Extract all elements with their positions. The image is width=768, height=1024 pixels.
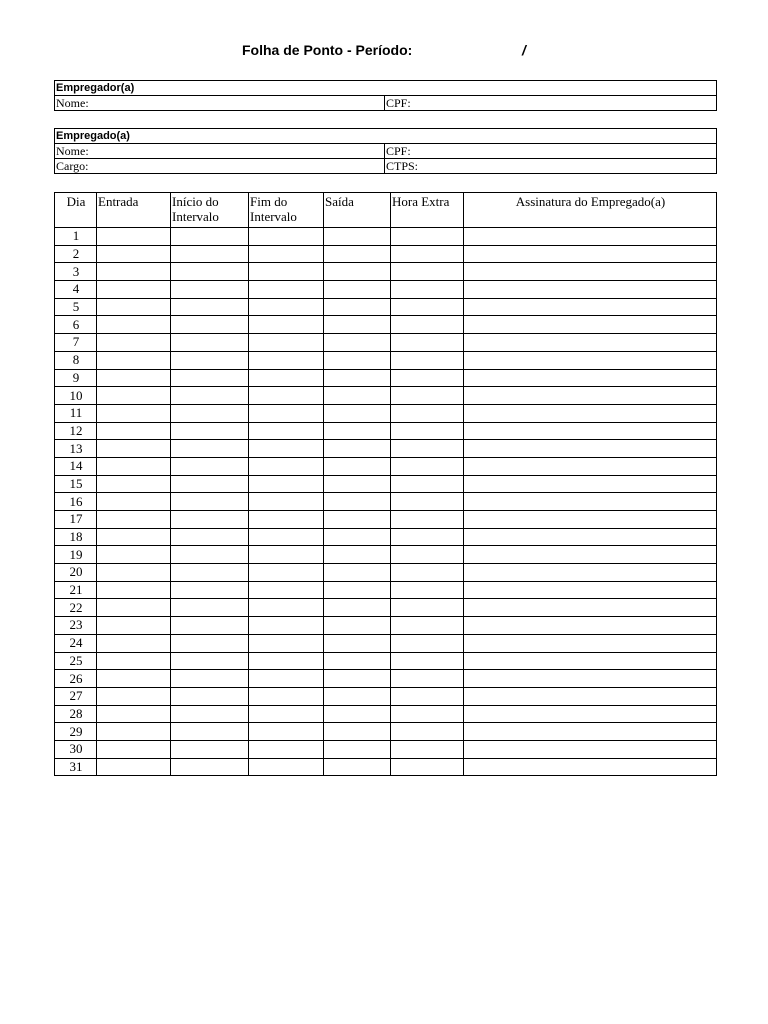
exit-cell[interactable] — [324, 528, 391, 546]
overtime-cell[interactable] — [391, 369, 464, 387]
overtime-cell[interactable] — [391, 316, 464, 334]
timesheet-table — [54, 192, 717, 776]
signature-cell[interactable] — [464, 351, 717, 369]
entry-cell[interactable] — [97, 652, 171, 670]
overtime-cell[interactable] — [391, 511, 464, 529]
break-start-cell[interactable] — [171, 263, 249, 281]
day-number: 18 — [55, 528, 97, 546]
overtime-cell[interactable] — [391, 652, 464, 670]
overtime-cell[interactable] — [391, 387, 464, 405]
day-number: 30 — [55, 740, 97, 758]
break-end-cell[interactable] — [249, 687, 324, 705]
break-start-cell[interactable] — [171, 440, 249, 458]
signature-cell[interactable] — [464, 245, 717, 263]
break-start-cell[interactable] — [171, 740, 249, 758]
entry-cell[interactable] — [97, 564, 171, 582]
table-row — [55, 404, 717, 422]
signature-cell[interactable] — [464, 652, 717, 670]
day-number: 15 — [55, 475, 97, 493]
signature-cell[interactable] — [464, 440, 717, 458]
break-start-cell[interactable] — [171, 245, 249, 263]
exit-cell[interactable] — [324, 705, 391, 723]
column-header-exit: Saída — [324, 193, 391, 228]
page-header — [0, 42, 768, 62]
exit-cell[interactable] — [324, 404, 391, 422]
day-number: 4 — [55, 281, 97, 299]
exit-cell[interactable] — [324, 475, 391, 493]
signature-cell[interactable] — [464, 670, 717, 688]
table-row — [55, 599, 717, 617]
break-end-cell[interactable] — [249, 599, 324, 617]
exit-cell[interactable] — [324, 387, 391, 405]
entry-cell[interactable] — [97, 758, 171, 776]
table-row — [55, 723, 717, 741]
exit-cell[interactable] — [324, 369, 391, 387]
entry-cell[interactable] — [97, 599, 171, 617]
break-start-cell[interactable] — [171, 687, 249, 705]
signature-cell[interactable] — [464, 705, 717, 723]
break-end-cell[interactable] — [249, 316, 324, 334]
entry-cell[interactable] — [97, 687, 171, 705]
signature-cell[interactable] — [464, 617, 717, 635]
day-number: 8 — [55, 351, 97, 369]
entry-cell[interactable] — [97, 705, 171, 723]
break-start-cell[interactable] — [171, 493, 249, 511]
day-number: 9 — [55, 369, 97, 387]
break-end-cell[interactable] — [249, 634, 324, 652]
day-number: 7 — [55, 334, 97, 352]
day-number: 12 — [55, 422, 97, 440]
break-end-cell[interactable] — [249, 245, 324, 263]
table-row — [55, 387, 717, 405]
break-start-cell[interactable] — [171, 723, 249, 741]
table-row — [55, 334, 717, 352]
break-start-cell[interactable] — [171, 564, 249, 582]
break-end-cell[interactable] — [249, 705, 324, 723]
table-row — [55, 705, 717, 723]
signature-cell[interactable] — [464, 740, 717, 758]
entry-cell[interactable] — [97, 228, 171, 246]
entry-cell[interactable] — [97, 422, 171, 440]
break-end-cell[interactable] — [249, 298, 324, 316]
break-end-cell[interactable] — [249, 387, 324, 405]
exit-cell[interactable] — [324, 758, 391, 776]
signature-cell[interactable] — [464, 634, 717, 652]
table-row — [55, 758, 717, 776]
exit-cell[interactable] — [324, 670, 391, 688]
break-end-cell[interactable] — [249, 617, 324, 635]
signature-cell[interactable] — [464, 298, 717, 316]
overtime-cell[interactable] — [391, 263, 464, 281]
overtime-cell[interactable] — [391, 599, 464, 617]
entry-cell[interactable] — [97, 440, 171, 458]
day-number: 31 — [55, 758, 97, 776]
overtime-cell[interactable] — [391, 581, 464, 599]
table-row — [55, 263, 717, 281]
overtime-cell[interactable] — [391, 457, 464, 475]
table-row — [55, 475, 717, 493]
entry-cell[interactable] — [97, 298, 171, 316]
exit-cell[interactable] — [324, 581, 391, 599]
entry-cell[interactable] — [97, 369, 171, 387]
entry-cell[interactable] — [97, 740, 171, 758]
day-number: 25 — [55, 652, 97, 670]
entry-cell[interactable] — [97, 245, 171, 263]
table-row — [55, 546, 717, 564]
employer-cpf-field[interactable]: CPF: — [385, 96, 717, 111]
entry-cell[interactable] — [97, 670, 171, 688]
day-number: 29 — [55, 723, 97, 741]
table-row — [55, 528, 717, 546]
signature-cell[interactable] — [464, 493, 717, 511]
break-start-cell[interactable] — [171, 599, 249, 617]
entry-cell[interactable] — [97, 316, 171, 334]
table-row — [55, 228, 717, 246]
day-number: 3 — [55, 263, 97, 281]
table-row — [55, 440, 717, 458]
break-start-cell[interactable] — [171, 334, 249, 352]
exit-cell[interactable] — [324, 228, 391, 246]
entry-cell[interactable] — [97, 263, 171, 281]
overtime-cell[interactable] — [391, 334, 464, 352]
overtime-cell[interactable] — [391, 617, 464, 635]
day-number: 21 — [55, 581, 97, 599]
break-start-cell[interactable] — [171, 351, 249, 369]
break-start-cell[interactable] — [171, 475, 249, 493]
overtime-cell[interactable] — [391, 564, 464, 582]
table-row — [55, 511, 717, 529]
day-number: 28 — [55, 705, 97, 723]
overtime-cell[interactable] — [391, 740, 464, 758]
table-row — [55, 493, 717, 511]
overtime-cell[interactable] — [391, 422, 464, 440]
break-start-cell[interactable] — [171, 528, 249, 546]
period-separator: / — [522, 42, 526, 58]
break-start-cell[interactable] — [171, 316, 249, 334]
entry-cell[interactable] — [97, 404, 171, 422]
break-start-cell[interactable] — [171, 404, 249, 422]
signature-cell[interactable] — [464, 511, 717, 529]
signature-cell[interactable] — [464, 316, 717, 334]
entry-cell[interactable] — [97, 475, 171, 493]
overtime-cell[interactable] — [391, 546, 464, 564]
employee-name-field[interactable]: Nome: — [55, 144, 385, 159]
timesheet-header-row — [55, 193, 717, 228]
break-end-cell[interactable] — [249, 334, 324, 352]
break-start-cell[interactable] — [171, 387, 249, 405]
signature-cell[interactable] — [464, 599, 717, 617]
signature-cell[interactable] — [464, 404, 717, 422]
table-row — [55, 422, 717, 440]
column-header-entry: Entrada — [97, 193, 171, 228]
entry-cell[interactable] — [97, 281, 171, 299]
exit-cell[interactable] — [324, 511, 391, 529]
break-end-cell[interactable] — [249, 581, 324, 599]
overtime-cell[interactable] — [391, 245, 464, 263]
break-start-cell[interactable] — [171, 705, 249, 723]
table-row — [55, 652, 717, 670]
table-row — [55, 298, 717, 316]
break-end-cell[interactable] — [249, 528, 324, 546]
exit-cell[interactable] — [324, 245, 391, 263]
employee-ctps-field[interactable]: CTPS: — [385, 159, 717, 174]
signature-cell[interactable] — [464, 281, 717, 299]
break-start-cell[interactable] — [171, 581, 249, 599]
signature-cell[interactable] — [464, 387, 717, 405]
table-row — [55, 369, 717, 387]
day-number: 14 — [55, 457, 97, 475]
break-end-cell[interactable] — [249, 457, 324, 475]
entry-cell[interactable] — [97, 387, 171, 405]
table-row — [55, 281, 717, 299]
signature-cell[interactable] — [464, 263, 717, 281]
day-number: 27 — [55, 687, 97, 705]
signature-cell[interactable] — [464, 369, 717, 387]
entry-cell[interactable] — [97, 617, 171, 635]
signature-cell[interactable] — [464, 723, 717, 741]
overtime-cell[interactable] — [391, 228, 464, 246]
break-start-cell[interactable] — [171, 652, 249, 670]
overtime-cell[interactable] — [391, 351, 464, 369]
entry-cell[interactable] — [97, 351, 171, 369]
signature-cell[interactable] — [464, 334, 717, 352]
break-end-cell[interactable] — [249, 723, 324, 741]
page-title: Folha de Ponto - Período: — [242, 42, 413, 58]
table-row — [55, 670, 717, 688]
signature-cell[interactable] — [464, 422, 717, 440]
column-header-overtime: Hora Extra — [391, 193, 464, 228]
break-end-cell[interactable] — [249, 758, 324, 776]
entry-cell[interactable] — [97, 581, 171, 599]
overtime-cell[interactable] — [391, 687, 464, 705]
break-end-cell[interactable] — [249, 652, 324, 670]
exit-cell[interactable] — [324, 564, 391, 582]
table-row — [55, 634, 717, 652]
break-start-cell[interactable] — [171, 298, 249, 316]
exit-cell[interactable] — [324, 546, 391, 564]
signature-cell[interactable] — [464, 687, 717, 705]
table-row — [55, 617, 717, 635]
employee-heading: Empregado(a) — [55, 129, 717, 144]
signature-cell[interactable] — [464, 564, 717, 582]
break-start-cell[interactable] — [171, 546, 249, 564]
day-number: 17 — [55, 511, 97, 529]
column-header-day: Dia — [55, 193, 97, 228]
break-start-cell[interactable] — [171, 617, 249, 635]
signature-cell[interactable] — [464, 228, 717, 246]
overtime-cell[interactable] — [391, 404, 464, 422]
signature-cell[interactable] — [464, 528, 717, 546]
entry-cell[interactable] — [97, 493, 171, 511]
break-start-cell[interactable] — [171, 670, 249, 688]
table-row — [55, 457, 717, 475]
employee-cpf-field[interactable]: CPF: — [385, 144, 717, 159]
exit-cell[interactable] — [324, 617, 391, 635]
exit-cell[interactable] — [324, 440, 391, 458]
day-number: 2 — [55, 245, 97, 263]
signature-cell[interactable] — [464, 758, 717, 776]
entry-cell[interactable] — [97, 334, 171, 352]
break-start-cell[interactable] — [171, 634, 249, 652]
day-number: 24 — [55, 634, 97, 652]
exit-cell[interactable] — [324, 422, 391, 440]
signature-cell[interactable] — [464, 546, 717, 564]
day-number: 1 — [55, 228, 97, 246]
table-row — [55, 316, 717, 334]
overtime-cell[interactable] — [391, 758, 464, 776]
overtime-cell[interactable] — [391, 723, 464, 741]
break-end-cell[interactable] — [249, 228, 324, 246]
day-number: 11 — [55, 404, 97, 422]
break-end-cell[interactable] — [249, 511, 324, 529]
employee-section — [54, 128, 717, 174]
signature-cell[interactable] — [464, 581, 717, 599]
signature-cell[interactable] — [464, 457, 717, 475]
entry-cell[interactable] — [97, 511, 171, 529]
break-start-cell[interactable] — [171, 422, 249, 440]
break-end-cell[interactable] — [249, 564, 324, 582]
column-header-break-end: Fim do Intervalo — [249, 193, 324, 228]
day-number: 10 — [55, 387, 97, 405]
exit-cell[interactable] — [324, 351, 391, 369]
exit-cell[interactable] — [324, 263, 391, 281]
break-end-cell[interactable] — [249, 475, 324, 493]
break-end-cell[interactable] — [249, 440, 324, 458]
break-end-cell[interactable] — [249, 351, 324, 369]
exit-cell[interactable] — [324, 634, 391, 652]
overtime-cell[interactable] — [391, 528, 464, 546]
employer-name-field[interactable]: Nome: — [55, 96, 385, 111]
break-end-cell[interactable] — [249, 281, 324, 299]
entry-cell[interactable] — [97, 546, 171, 564]
employer-heading: Empregador(a) — [55, 81, 717, 96]
overtime-cell[interactable] — [391, 298, 464, 316]
table-row — [55, 581, 717, 599]
day-number: 23 — [55, 617, 97, 635]
entry-cell[interactable] — [97, 457, 171, 475]
break-end-cell[interactable] — [249, 263, 324, 281]
break-end-cell[interactable] — [249, 546, 324, 564]
break-end-cell[interactable] — [249, 670, 324, 688]
exit-cell[interactable] — [324, 740, 391, 758]
table-row — [55, 351, 717, 369]
overtime-cell[interactable] — [391, 634, 464, 652]
table-row — [55, 740, 717, 758]
column-header-signature: Assinatura do Empregado(a) — [464, 193, 717, 228]
exit-cell[interactable] — [324, 457, 391, 475]
entry-cell[interactable] — [97, 528, 171, 546]
day-number: 6 — [55, 316, 97, 334]
overtime-cell[interactable] — [391, 493, 464, 511]
table-row — [55, 687, 717, 705]
entry-cell[interactable] — [97, 634, 171, 652]
signature-cell[interactable] — [464, 475, 717, 493]
break-end-cell[interactable] — [249, 369, 324, 387]
table-row — [55, 564, 717, 582]
day-number: 20 — [55, 564, 97, 582]
break-start-cell[interactable] — [171, 457, 249, 475]
table-row — [55, 245, 717, 263]
entry-cell[interactable] — [97, 723, 171, 741]
overtime-cell[interactable] — [391, 475, 464, 493]
day-number: 16 — [55, 493, 97, 511]
break-start-cell[interactable] — [171, 281, 249, 299]
exit-cell[interactable] — [324, 687, 391, 705]
exit-cell[interactable] — [324, 493, 391, 511]
day-number: 22 — [55, 599, 97, 617]
break-end-cell[interactable] — [249, 422, 324, 440]
day-number: 13 — [55, 440, 97, 458]
employee-role-field[interactable]: Cargo: — [55, 159, 385, 174]
break-end-cell[interactable] — [249, 493, 324, 511]
overtime-cell[interactable] — [391, 281, 464, 299]
exit-cell[interactable] — [324, 316, 391, 334]
day-number: 5 — [55, 298, 97, 316]
break-end-cell[interactable] — [249, 740, 324, 758]
exit-cell[interactable] — [324, 599, 391, 617]
overtime-cell[interactable] — [391, 705, 464, 723]
employer-section — [54, 80, 717, 111]
column-header-break-start: Início do Intervalo — [171, 193, 249, 228]
overtime-cell[interactable] — [391, 440, 464, 458]
break-start-cell[interactable] — [171, 369, 249, 387]
overtime-cell[interactable] — [391, 670, 464, 688]
exit-cell[interactable] — [324, 652, 391, 670]
exit-cell[interactable] — [324, 723, 391, 741]
exit-cell[interactable] — [324, 298, 391, 316]
break-start-cell[interactable] — [171, 758, 249, 776]
break-end-cell[interactable] — [249, 404, 324, 422]
exit-cell[interactable] — [324, 334, 391, 352]
break-start-cell[interactable] — [171, 511, 249, 529]
break-start-cell[interactable] — [171, 228, 249, 246]
day-number: 19 — [55, 546, 97, 564]
exit-cell[interactable] — [324, 281, 391, 299]
day-number: 26 — [55, 670, 97, 688]
